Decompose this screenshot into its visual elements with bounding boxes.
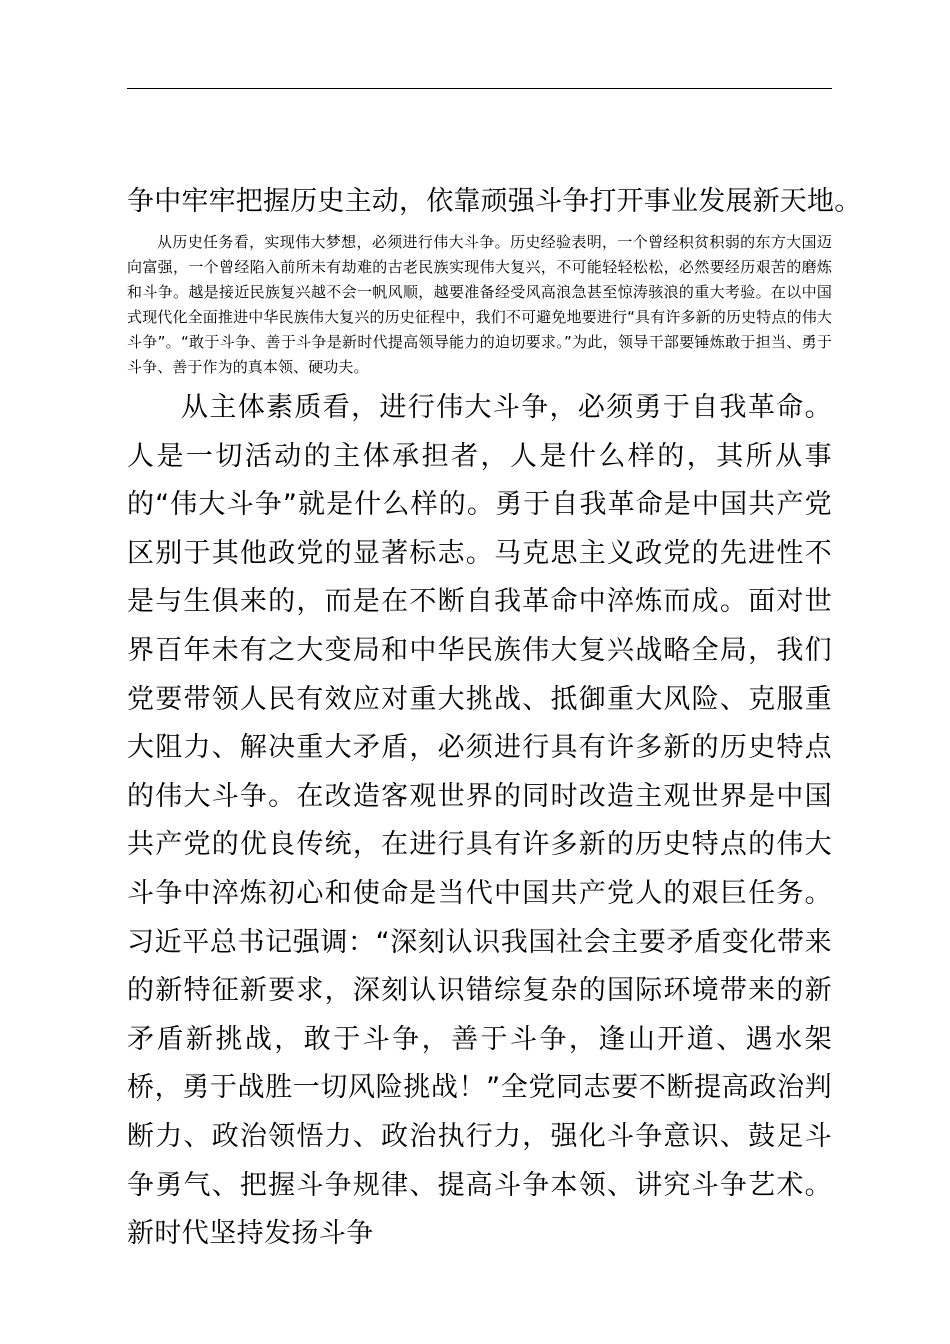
subject-quality-paragraph: 从主体素质看，进行伟大斗争，必须勇于自我革命。人是一切活动的主体承担者，人是什么样的，其所从事的“伟大斗争”就是什么样的。勇于自我革命是中国共产党区别于其他政党的显著标志。马克思主义政党的先进性不是与生俱来的，而是在不断自我革命中淬炼而成。面对世界百年未有之大变局和中华民族伟大复兴战略全局，我们党要带领人民有效应对重大挑战、抵御重大风险、克服重大阻力、解决重大矛盾，必须进行具有许多新的历史特点的伟大斗争。在改造客观世界的同时改造主观世界是中国共产党的优良传统，在进行具有许多新的历史特点的伟大斗争中淬炼初心和使命是当代中国共产党人的艰巨任务。习近平总书记强调：“深刻认识我国社会主要矛盾变化带来的新特征新要求，深刻认识错综复杂的国际环境带来的新矛盾新挑战，敢于斗争，善于斗争，逢山开道、遇水架桥，勇于战胜一切风险挑战！”全党同志要不断提高政治判断力、政治领悟力、政治执行力，强化斗争意识、鼓足斗争勇气、把握斗争规律、提高斗争本领、讲究斗争艺术。新时代坚持发扬斗争 — [127, 392, 832, 1250]
continuation-line: 争中牢牢把握历史主动，依靠顽强斗争打开事业发展新天地。 — [127, 186, 862, 217]
document-body — [127, 178, 862, 1259]
historical-task-paragraph: 从历史任务看，实现伟大梦想，必须进行伟大斗争。历史经验表明，一个曾经积贫积弱的东方大国迈向富强，一个曾经陷入前所未有劫难的古老民族实现伟大复兴，不可能轻轻松松，必然要经历艰苦的磨炼和斗争。越是接近民族复兴越不会一帆风顺，越要准备经受风高浪急甚至惊涛骇浪的重大考验。在以中国式现代化全面推进中华民族伟大复兴的历史征程中，我们不可避免地要进行“具有许多新的历史特点的伟大斗争”。“敢于斗争、善于斗争是新时代提高领导能力的迫切要求。”为此，领导干部要锤炼敢于担当、勇于斗争、善于作为的真本领、硬功夫。 — [127, 233, 832, 376]
header-rule — [127, 88, 832, 89]
